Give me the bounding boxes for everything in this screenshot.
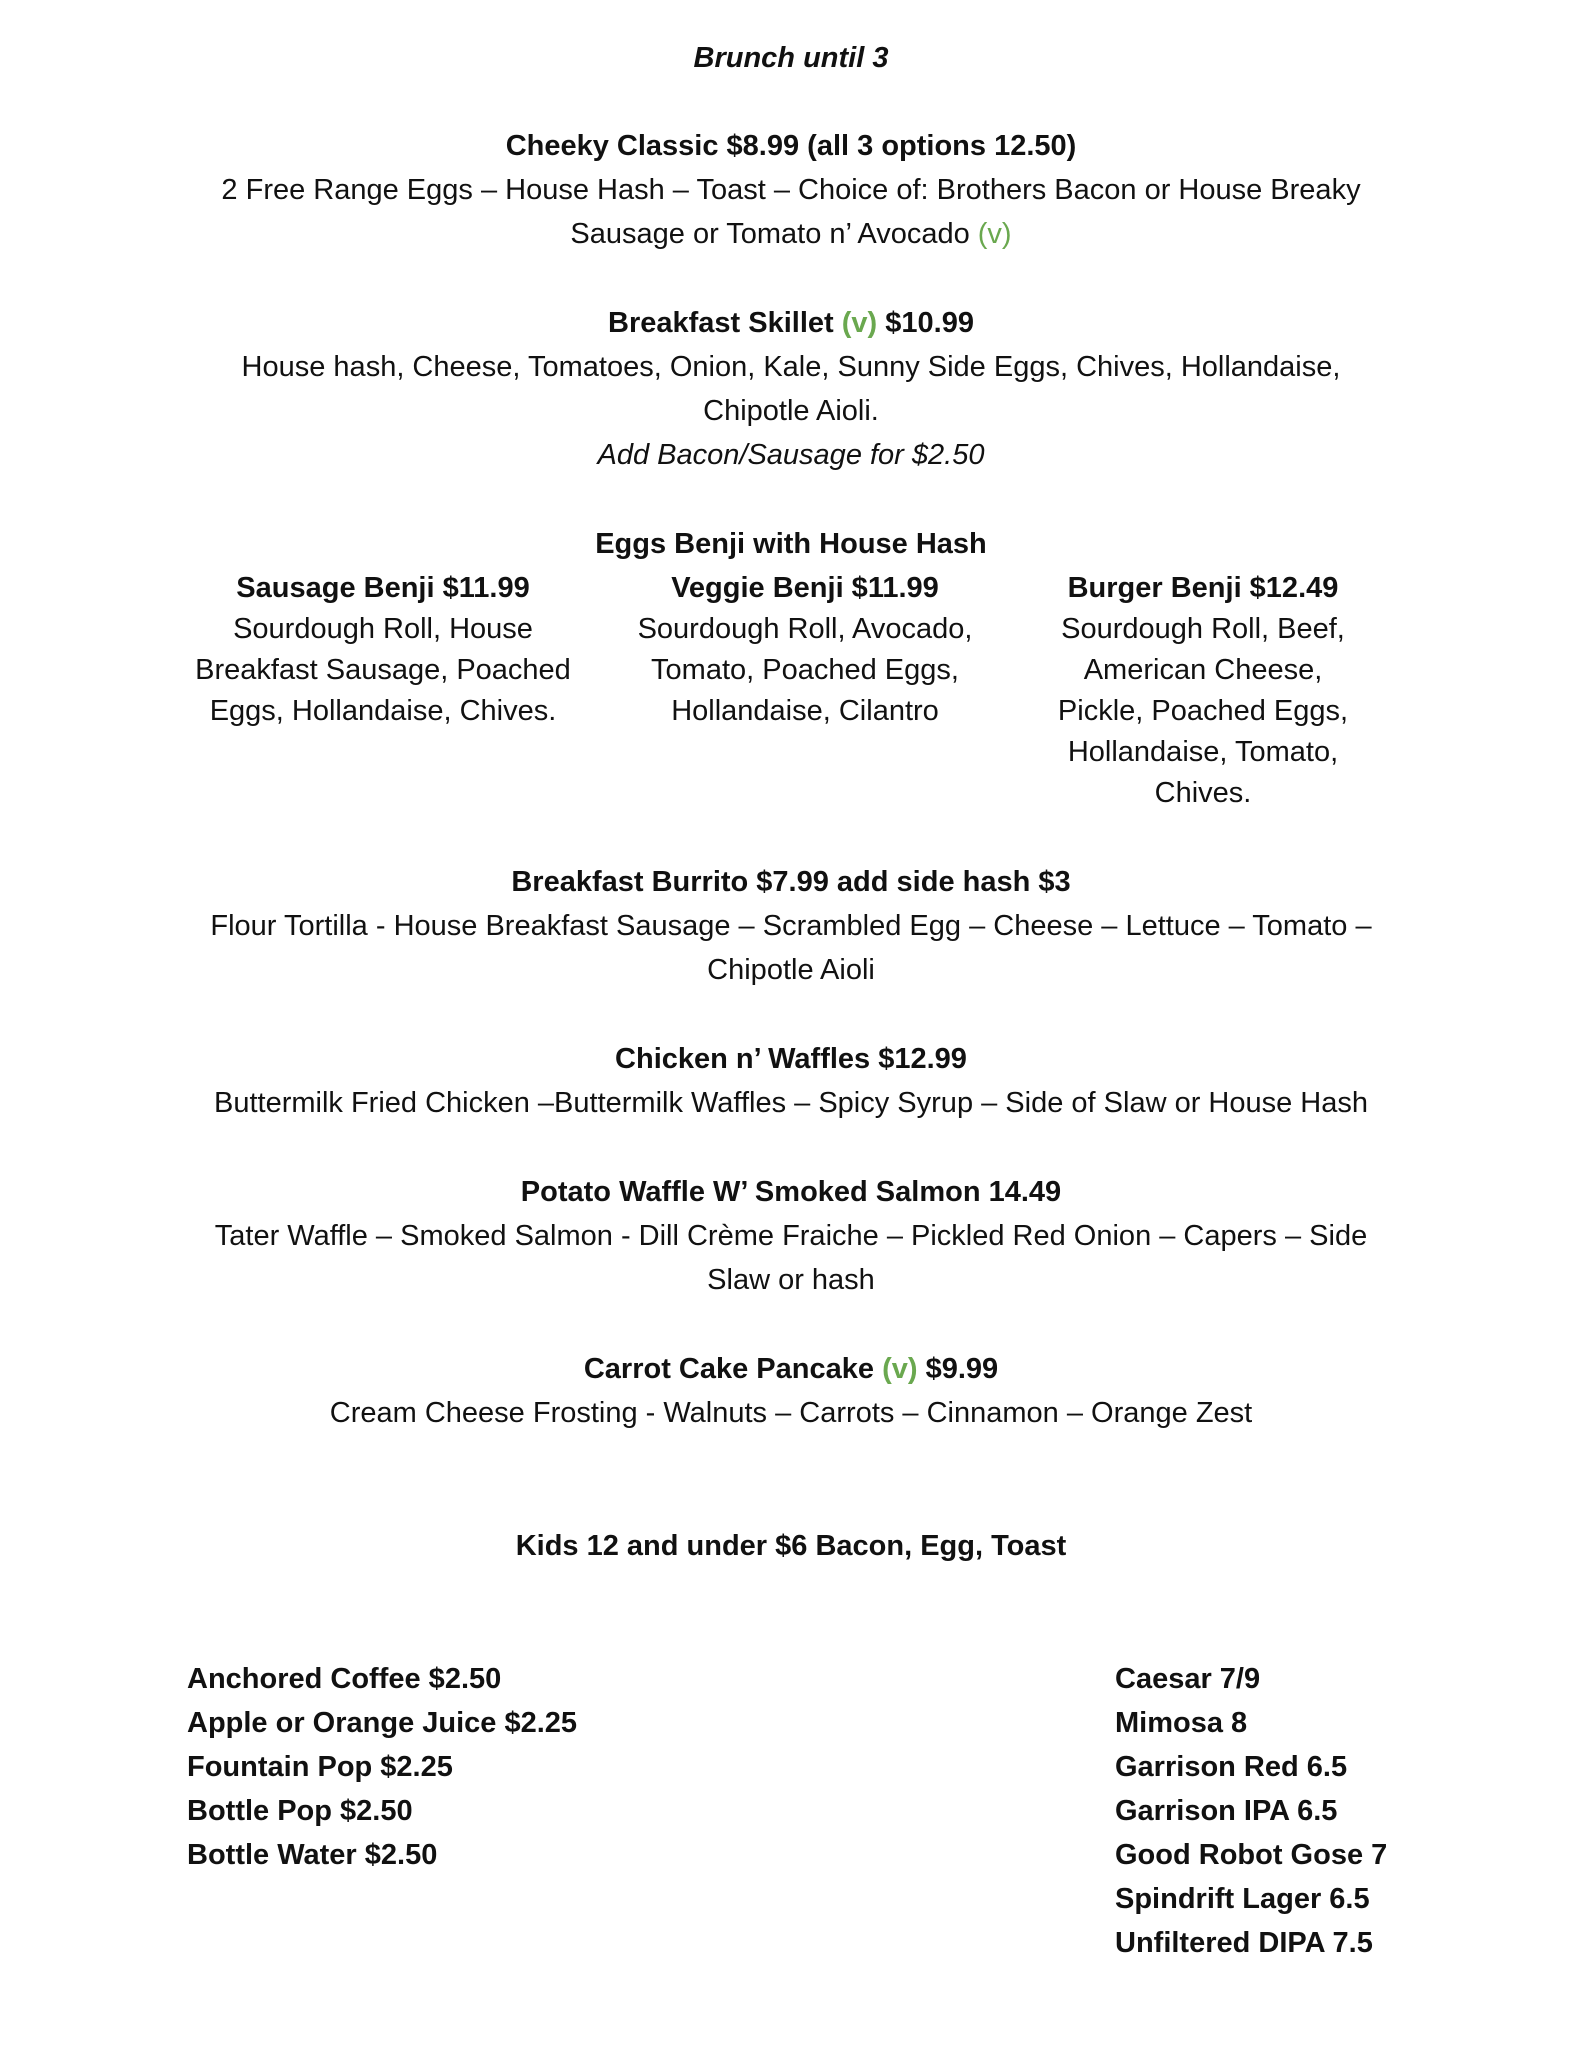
- item-breakfast-skillet: [180, 301, 1402, 477]
- drink-item: Bottle Pop $2.50: [187, 1795, 413, 1827]
- item-description: House hash, Cheese, Tomatoes, Onion, Kale, Sunny Side Eggs, Chives, Hollandaise,: [241, 351, 1341, 383]
- description-line: Hollandaise, Tomato,: [1067, 736, 1339, 768]
- item-description: Buttermilk Fried Chicken –Buttermilk Waffles – Spicy Syrup – Side of Slaw or House Hash: [213, 1087, 1368, 1119]
- description-line: Breakfast Sausage, Poached: [195, 654, 571, 686]
- drink-item: Unfiltered DIPA 7.5: [1115, 1927, 1373, 1959]
- drink-item: Anchored Coffee $2.50: [187, 1663, 502, 1695]
- description-line: Hollandaise, Cilantro: [671, 695, 939, 727]
- description-line: Chives.: [1154, 777, 1252, 809]
- item-title: Burger Benji $12.49: [1067, 572, 1339, 604]
- description-line: Sourdough Roll, House: [233, 613, 533, 645]
- item-carrot-cake-pancake: [180, 1347, 1402, 1435]
- item-description: Cream Cheese Frosting - Walnuts – Carrots – Cinnamon – Orange Zest: [329, 1397, 1253, 1429]
- benji-option-burger: [1018, 568, 1388, 814]
- item-price: $10.99: [877, 307, 974, 339]
- drink-item: Caesar 7/9: [1115, 1663, 1261, 1695]
- item-title: Kids 12 and under $6 Bacon, Egg, Toast: [515, 1530, 1067, 1562]
- drink-item: Mimosa 8: [1115, 1707, 1248, 1739]
- vegetarian-badge: (v): [977, 218, 1012, 250]
- item-title: Potato Waffle W’ Smoked Salmon 14.49: [520, 1176, 1062, 1208]
- drink-item: Garrison IPA 6.5: [1115, 1795, 1338, 1827]
- section-heading: Eggs Benji with House Hash: [595, 528, 987, 560]
- drink-item: Garrison Red 6.5: [1115, 1751, 1348, 1783]
- item-description: Slaw or hash: [707, 1264, 875, 1296]
- item-title: [180, 301, 1402, 345]
- item-title: Chicken n’ Waffles $12.99: [615, 1043, 967, 1075]
- description-line: Sourdough Roll, Avocado,: [637, 613, 973, 645]
- item-breakfast-burrito: [180, 860, 1402, 992]
- benji-section: [180, 522, 1402, 566]
- item-title: Sausage Benji $11.99: [236, 572, 530, 604]
- item-title: Breakfast Burrito $7.99 add side hash $3: [511, 866, 1071, 898]
- vegetarian-badge: (v): [882, 1353, 918, 1385]
- benji-option-sausage: [183, 568, 583, 732]
- item-addon: Add Bacon/Sausage for $2.50: [597, 439, 985, 471]
- menu-header: [180, 36, 1402, 80]
- item-title: Veggie Benji $11.99: [671, 572, 939, 604]
- description-line: 2 Free Range Eggs – House Hash – Toast – Choice of: Brothers Bacon or House Breaky: [221, 174, 1361, 206]
- item-cheeky-classic: [180, 124, 1402, 256]
- item-price: $9.99: [917, 1353, 999, 1385]
- drink-item: Apple or Orange Juice $2.25: [187, 1707, 578, 1739]
- description-line: American Cheese,: [1083, 654, 1323, 686]
- item-kids: [180, 1524, 1402, 1568]
- drink-item: Spindrift Lager 6.5: [1115, 1883, 1370, 1915]
- title-part: Breakfast Skillet: [608, 307, 842, 339]
- description-line: Sausage or Tomato n’ Avocado: [570, 218, 978, 250]
- item-description: [180, 212, 1402, 256]
- drink-item: Bottle Water $2.50: [187, 1839, 438, 1871]
- item-potato-waffle: [180, 1170, 1402, 1302]
- drink-item: Fountain Pop $2.25: [187, 1751, 453, 1783]
- item-chicken-waffles: [180, 1037, 1402, 1125]
- vegetarian-badge: (v): [841, 307, 878, 339]
- item-description: Flour Tortilla - House Breakfast Sausage – Scrambled Egg – Cheese – Lettuce – Tomato –: [210, 910, 1372, 942]
- item-title: [180, 1347, 1402, 1391]
- description-line: Sourdough Roll, Beef,: [1061, 613, 1345, 645]
- description-line: Pickle, Poached Eggs,: [1057, 695, 1349, 727]
- drink-item: Good Robot Gose 7: [1115, 1839, 1388, 1871]
- menu-title: Brunch until 3: [693, 42, 889, 74]
- item-title: Cheeky Classic $8.99 (all 3 options 12.50): [505, 130, 1077, 162]
- description-line: Eggs, Hollandaise, Chives.: [209, 695, 557, 727]
- drinks-left-column: [187, 1657, 577, 1877]
- benji-option-veggie: [605, 568, 1005, 732]
- item-description: Chipotle Aioli.: [703, 395, 879, 427]
- item-description: Chipotle Aioli: [707, 954, 875, 986]
- drinks-right-column: [1115, 1657, 1387, 1965]
- description-line: Tomato, Poached Eggs,: [651, 654, 959, 686]
- item-description: Tater Waffle – Smoked Salmon - Dill Crème Fraiche – Pickled Red Onion – Capers – Side: [214, 1220, 1368, 1252]
- title-part: Carrot Cake Pancake: [583, 1353, 883, 1385]
- item-description: [180, 168, 1402, 212]
